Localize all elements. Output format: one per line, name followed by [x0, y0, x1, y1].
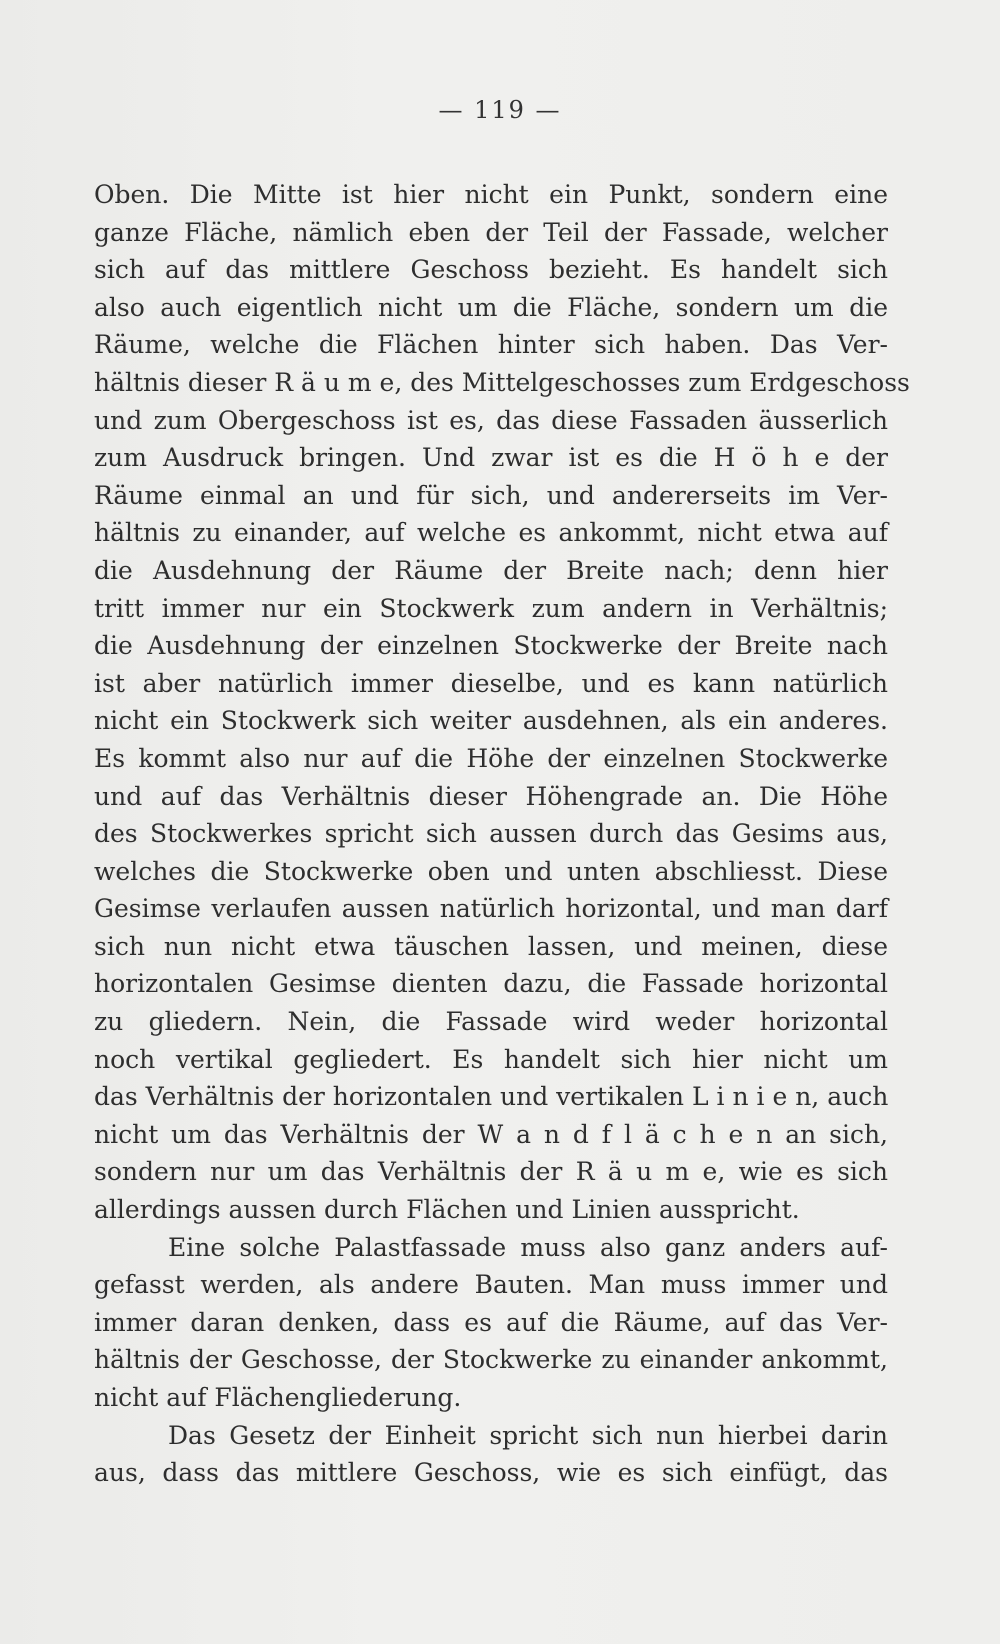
text-line: nicht auf Flächengliederung. — [94, 1383, 462, 1412]
text-line: zu gliedern. Nein, die Fassade wird weder horizontal — [94, 1007, 888, 1037]
text-line: und zum Obergeschoss ist es, das diese Fassaden äusserlich — [94, 405, 888, 435]
text-line: hältnis dieser R ä u m e, des Mittelgeschosses zum Erdgeschoss — [94, 367, 910, 397]
text-line: zum Ausdruck bringen. Und zwar ist es die H ö h e der — [94, 443, 888, 473]
text-line: nicht ein Stockwerk sich weiter ausdehnen, als ein anderes. — [94, 706, 888, 736]
text-line: hältnis zu einander, auf welche es ankommt, nicht etwa auf — [94, 518, 888, 548]
text-line: Räume, welche die Flächen hinter sich haben. Das Ver- — [94, 330, 888, 360]
text-line: sondern nur um das Verhältnis der R ä u m e, wie es sich — [94, 1157, 888, 1187]
text-line: des Stockwerkes spricht sich aussen durch das Gesims aus, — [94, 819, 888, 849]
text-line: tritt immer nur ein Stockwerk zum andern in Verhältnis; — [94, 593, 888, 623]
page-number-header: — 119 — — [438, 96, 562, 124]
text-line: ganze Fläche, nämlich eben der Teil der Fassade, welcher — [94, 217, 888, 247]
text-line: Eine solche Palastfassade muss also ganz anders auf- — [168, 1232, 888, 1262]
text-line: also auch eigentlich nicht um die Fläche, sondern um die — [94, 292, 888, 322]
text-line: Räume einmal an und für sich, und andererseits im Ver- — [94, 480, 888, 510]
text-line: immer daran denken, dass es auf die Räume, auf das Ver- — [94, 1307, 888, 1337]
text-line: aus, dass das mittlere Geschoss, wie es sich einfügt, das — [94, 1458, 888, 1488]
text-line: Das Gesetz der Einheit spricht sich nun hierbei darin — [168, 1420, 888, 1450]
text-line: horizontalen Gesimse dienten dazu, die Fassade horizontal — [94, 969, 888, 999]
text-line: Oben. Die Mitte ist hier nicht ein Punkt, sondern eine — [94, 180, 888, 209]
text-line: noch vertikal gegliedert. Es handelt sich hier nicht um — [94, 1044, 888, 1074]
text-line: nicht um das Verhältnis der W a n d f l ä c h e n an sich, — [94, 1119, 888, 1149]
text-line: gefasst werden, als andere Bauten. Man muss immer und — [94, 1270, 888, 1300]
text-line: Es kommt also nur auf die Höhe der einzelnen Stockwerke — [94, 743, 888, 773]
text-line: sich nun nicht etwa täuschen lassen, und meinen, diese — [94, 931, 888, 961]
text-line: und auf das Verhältnis dieser Höhengrade an. Die Höhe — [94, 781, 888, 811]
text-line: sich auf das mittlere Geschoss bezieht. Es handelt sich — [94, 255, 888, 285]
text-line: das Verhältnis der horizontalen und vertikalen L i n i e n, auch — [94, 1082, 889, 1112]
text-line: allerdings aussen durch Flächen und Linien ausspricht. — [94, 1195, 800, 1225]
text-line: Gesimse verlaufen aussen natürlich horizontal, und man darf — [94, 894, 888, 924]
text-line: welches die Stockwerke oben und unten abschliesst. Diese — [94, 856, 888, 886]
text-line: ist aber natürlich immer dieselbe, und es kann natürlich — [94, 668, 888, 698]
text-line: die Ausdehnung der Räume der Breite nach; denn hier — [94, 555, 888, 585]
text-line: hältnis der Geschosse, der Stockwerke zu einander ankommt, — [94, 1345, 888, 1375]
body-text — [94, 176, 910, 1492]
text-line: die Ausdehnung der einzelnen Stockwerke der Breite nach — [94, 631, 888, 661]
